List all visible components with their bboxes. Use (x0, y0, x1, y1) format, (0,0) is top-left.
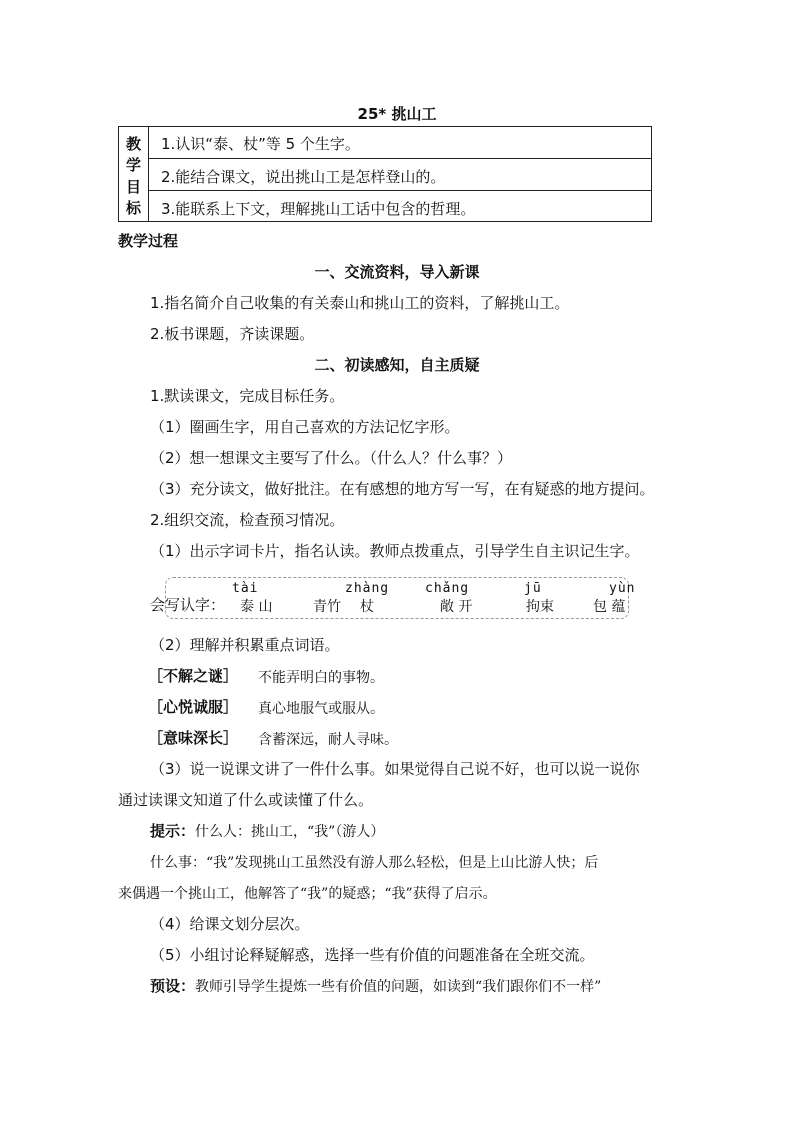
pinyin: chǎng (425, 581, 470, 596)
objective-divider (149, 190, 651, 191)
objectives-label-char: 教 (126, 135, 142, 153)
paragraph: 来偶遇一个挑山工，他解答了“我”的疑惑；“我”获得了启示。 (118, 886, 497, 902)
pinyin: zhàng (345, 581, 390, 596)
section-heading: 二、初读感知，自主质疑 (314, 356, 480, 374)
paragraph: （1）圈画生字，用自己喜欢的方法记忆字形。 (150, 418, 460, 436)
paragraph: 通过读课文知道了什么或读懂了什么。 (118, 791, 374, 809)
objectives-label-char: 目 (126, 178, 142, 196)
objective-item: 2.能结合课文，说出挑山工是怎样登山的。 (161, 168, 446, 186)
paragraph: 1.指名简介自己收集的有关泰山和挑山工的资料，了解挑山工。 (150, 294, 570, 312)
vocab-definition: 真心地服气或服从。 (258, 701, 384, 717)
hint-line (150, 820, 384, 843)
section-heading: 一、交流资料，导入新课 (314, 263, 480, 281)
objectives-label (119, 127, 149, 221)
paragraph: （1）出示字词卡片，指名认读。教师点拨重点，引导学生自主识记生字。 (150, 542, 640, 560)
objectives-label-char: 标 (126, 199, 142, 217)
word: 包 蕴 (593, 599, 626, 615)
hint-text: 什么人：挑山工，“我”（游人） (195, 824, 385, 840)
vocab-definition: 含蓄深远，耐人寻味。 (258, 732, 398, 748)
paragraph: 2.组织交流，检查预习情况。 (150, 511, 345, 529)
preset-text: 教师引导学生提炼一些有价值的问题，如读到“我们跟你们不一样” (195, 979, 602, 995)
word: 敞 开 (440, 599, 473, 615)
paragraph: （3）说一说课文讲了一件什么事。如果觉得自己说不好，也可以说一说你 (150, 760, 640, 778)
objective-divider (149, 158, 651, 159)
pinyin: yùn (609, 581, 636, 596)
vocab-term: ［意味深长］ (148, 729, 239, 747)
paragraph: （3）充分读文，做好批注。在有感想的地方写一写，在有疑惑的地方提问。 (150, 480, 655, 498)
vocab-term: ［心悦诚服］ (148, 698, 239, 716)
paragraph: 2.板书课题，齐读课题。 (150, 325, 315, 343)
word: 拘束 (526, 599, 554, 615)
hint-label: 提示： (150, 822, 196, 840)
vocab-definition: 不能弄明白的事物。 (258, 670, 384, 686)
objective-item: 1.认识“泰、杖”等 5 个生字。 (161, 135, 360, 153)
paragraph: 什么事：“我”发现挑山工虽然没有游人那么轻松，但是上山比游人快；后 (150, 855, 599, 871)
preset-label: 预设： (150, 977, 196, 995)
pinyin: tài (232, 581, 259, 596)
objectives-label-char: 学 (126, 156, 142, 174)
objectives-table (118, 126, 652, 222)
vocab-term: ［不解之谜］ (148, 667, 239, 685)
paragraph: （2）理解并积累重点词语。 (150, 636, 340, 654)
pinyin: jū (524, 581, 542, 596)
word: 青竹 (313, 599, 341, 615)
paragraph: （4）给课文划分层次。 (150, 915, 310, 933)
lesson-title: 25* 挑山工 (357, 105, 437, 123)
paragraph: 1.默读课文，完成目标任务。 (150, 387, 345, 405)
paragraph: （2）想一想课文主要写了什么。（什么人？什么事？） (150, 449, 513, 467)
word: 泰 山 (240, 599, 273, 615)
paragraph: （5）小组讨论释疑解惑，选择一些有价值的问题准备在全班交流。 (150, 946, 595, 964)
word: 杖 (360, 599, 374, 615)
objective-item: 3.能联系上下文，理解挑山工话中包含的哲理。 (161, 200, 476, 218)
preset-line (150, 975, 601, 998)
word-card-label: 会写认字： (150, 596, 226, 614)
process-heading: 教学过程 (118, 232, 179, 250)
